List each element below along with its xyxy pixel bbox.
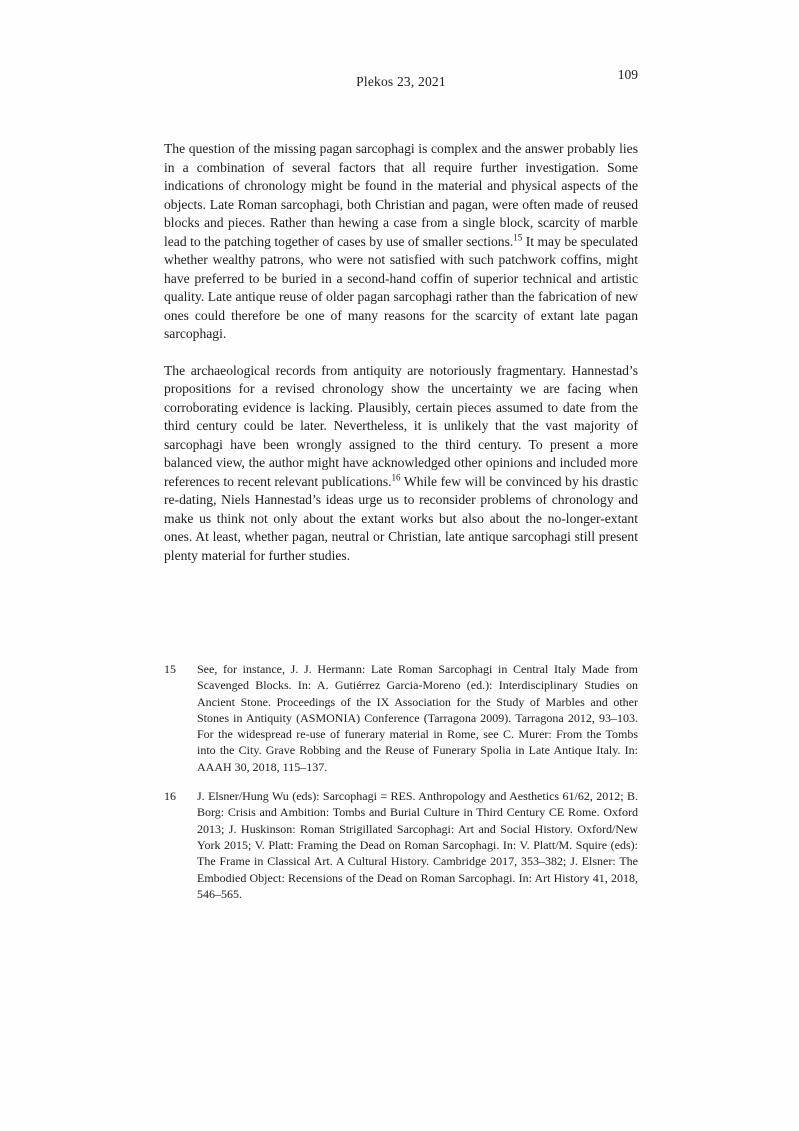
footnote-15-number: 15 (164, 662, 176, 676)
footnote-16 (164, 788, 638, 902)
footnote-ref-16: 16 (391, 471, 401, 482)
footnote-ref-15: 15 (513, 231, 523, 242)
footnote-16-number: 16 (164, 789, 176, 804)
paragraph-1 (164, 140, 638, 344)
running-head: Plekos 23, 2021 (356, 74, 446, 89)
paragraph-2 (164, 362, 638, 566)
footnotes-section (164, 661, 638, 915)
main-text (164, 140, 638, 583)
paragraph-1-text-a: The question of the missing pagan sarcophagi is complex and the answer probably lies in a combination of several factors that all require further investigation. Some indications of chronology might be found in the material and physical aspects of the objects. Late Roman sarcophagi, both Christian and pagan, were often made of reused blocks and pieces. Rather than hewing a case from a single block, scarcity of marble lead to the patching together of cases by use of smaller sections. (164, 141, 638, 249)
footnote-15 (164, 661, 638, 775)
page-number: 109 (617, 67, 638, 82)
paragraph-2-text-a: The archaeological records from antiquity are notoriously fragmentary. Hannestad’s propositions for a revised chronology show the uncertainty we are facing when corroborating evidence is lacking. Plausibly, certain pieces assumed to date from the third century could be later. Nevertheless, it is unlikely that the vast majority of sarcophagi have been wrongly assigned to the third century. To present a more balanced view, the author might have acknowledged other opinions and included more references to recent relevant publications. (164, 362, 638, 489)
paragraph-2-text-b: While few will be convinced by his drastic re-dating, Niels Hannestad’s ideas urge us to reconsider problems of chronology and make us think not only about the extant works but also about the no-longer-extant ones. At least, whether pagan, neutral or Christian, late antique sarcophagi still present plenty material for further studies. (164, 473, 638, 563)
footnote-16-text: J. Elsner/Hung Wu (eds): Sarcophagi = RES. Anthropology and Aesthetics 61/62, 2012; B. Borg: Crisis and Ambition: Tombs and Burial Culture in Third Century CE Rome. Oxford 2013; J. Huskinson: Roman Strigillated Sarcophagi: Art and Social History. Oxford/New York 2015; V. Platt: Framing the Dead on Roman Sarcophagi. In: V. Platt/M. Squire (eds): The Frame in Classical Art. A Cultural History. Cambridge 2017, 353–382; J. Elsner: The Embodied Object: Recensions of the Dead on Roman Sarcophagi. In: Art History 41, 2018, 546–565. (197, 789, 638, 901)
footnote-15-text: See, for instance, J. J. Hermann: Late Roman Sarcophagi in Central Italy Made from Scavenged Blocks. In: A. Gutiérrez Garcia-Moreno (ed.): Interdisciplinary Studies on Ancient Stone. Proceedings of the IX Association for the Study of Marbles and other Stones in Antiquity (ASMONIA) Conference (Tarragona 2009). Tarragona 2012, 93–103. For the widespread re-use of funerary material in Rome, see C. Murer: From the Tombs into the City. Grave Robbing and the Reuse of Funerary Spolia in Late Antique Italy. In: AAAH 30, 2018, 115–137. (197, 662, 638, 774)
page-header (164, 67, 638, 90)
paragraph-1-text-b: It may be speculated whether wealthy patrons, who were not satisfied with such patchwork coffins, might have preferred to be buried in a second-hand coffin of superior technical and artistic quality. Late antique reuse of older pagan sarcophagi rather than the fabrication of new ones could therefore be one of many reasons for the scarcity of extant late pagan sarcophagi. (164, 233, 638, 341)
